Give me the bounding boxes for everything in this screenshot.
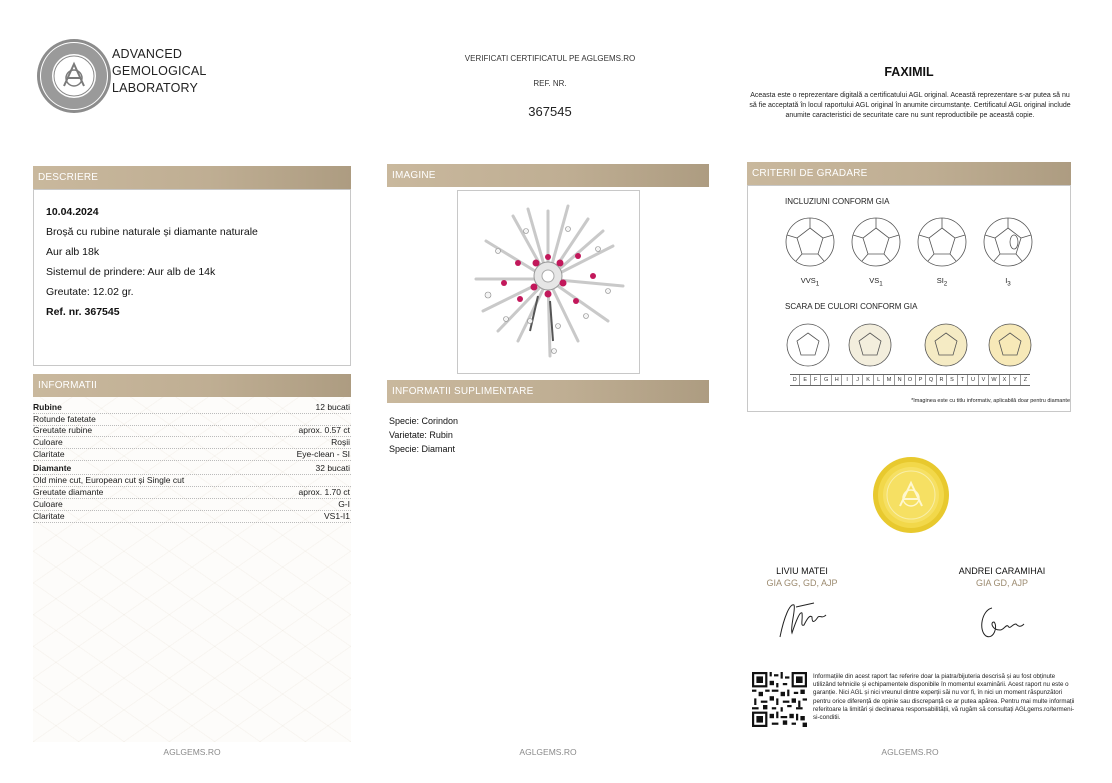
- info-row: Claritate Eye-clean - SI: [33, 449, 350, 459]
- criterii-header: CRITERII DE GRADARE: [747, 162, 1071, 185]
- color-scale-grade: Z: [1020, 375, 1030, 385]
- imagine-header: IMAGINE: [387, 164, 709, 187]
- inclusion-label: $I_3$: [1005, 276, 1011, 288]
- color-scale-grade: N: [894, 375, 904, 385]
- disclaimer-text: Informațiile din acest raport fac referire doar la piatra/bijuteria descrisă și au fost obținute utilizând tehnicile și echipamentele disponibile în momentul examinării. Acest raport nu este o garanție. Nici AGL și nici vreunul dintre experții săi nu vor fi, în nici un moment răspunzători pentru orice diferență de opinie sau discrepanță ce ar putea apărea. Pentru mai multe informații referitoare la limitări și declinarea responsabilității, vă rugăm să consultați AGLgems.ro/termeni-si-conditii.: [813, 673, 1075, 722]
- info-row: Greutate diamante aprox. 1.70 ct: [33, 487, 350, 497]
- color-scale-grade: Q: [925, 375, 935, 385]
- info-row: Diamante 32 bucati: [33, 463, 350, 473]
- signature-credentials: GIA GD, AJP: [975, 578, 1029, 588]
- color-scale-grade: R: [936, 375, 946, 385]
- color-scale-grade: O: [904, 375, 914, 385]
- footer-link[interactable]: AGLGEMS.RO: [881, 747, 939, 757]
- color-diamond-near-colorless: [849, 324, 891, 366]
- ref-label: REF. NR.: [533, 79, 567, 88]
- faximil-text: Aceasta este o reprezentare digitală a certificatului AGL original. Această reprezentare s-ar putea să nu să fie acceptată în locul raportului AGL original în anumite circumstanțe. Certificatul AGL original include anumite caracteristici de securitate care nu sunt reproductibile pe această copie.: [749, 92, 1071, 119]
- signature-name: ANDREI CARAMIHAI: [958, 566, 1046, 576]
- faximil-title: FAXIMIL: [884, 65, 934, 79]
- verify-text: VERIFICATI CERTIFICATUL PE AGLGEMS.RO: [464, 54, 636, 63]
- color-scale-grade: J: [852, 375, 862, 385]
- color-scale-grade: T: [957, 375, 967, 385]
- color-scale-title: SCARA DE CULORI CONFORM GIA: [785, 302, 918, 311]
- info-row: Old mine cut, European cut și Single cut: [33, 475, 351, 487]
- description-ref: Ref. nr. 367545: [46, 306, 120, 318]
- color-scale-grade: K: [862, 375, 872, 385]
- color-scale-grade: M: [883, 375, 893, 385]
- diamond-diagram-vs: [852, 218, 900, 266]
- info-row: Culoare G-I: [33, 499, 350, 509]
- diamond-diagram-i: [984, 218, 1032, 266]
- info-row: Rubine 12 bucati: [33, 402, 350, 412]
- inclusion-label: $VS_1$: [869, 276, 883, 288]
- logo-text: [112, 46, 207, 97]
- inclusion-label: $VVS_1$: [800, 276, 820, 288]
- suplimentare-header: INFORMATII SUPLIMENTARE: [387, 380, 709, 403]
- ref-value: 367545: [528, 104, 572, 119]
- info-row: Rotunde fatetate: [33, 414, 351, 426]
- color-scale-grade: E: [799, 375, 809, 385]
- description-line: Greutate: 12.02 gr.: [46, 286, 134, 298]
- inclusions-title: INCLUZIUNI CONFORM GIA: [785, 197, 890, 206]
- descriere-header: DESCRIERE: [33, 166, 351, 189]
- qr-code[interactable]: [752, 672, 807, 727]
- color-scale-grade: L: [873, 375, 883, 385]
- signature-credentials: GIA GG, GD, AJP: [766, 578, 838, 588]
- color-scale-grade: G: [820, 375, 830, 385]
- supplementary-line: Specie: Diamant: [389, 444, 456, 454]
- grading-note: *Imaginea este cu titlu informativ, aplicabilă doar pentru diamante: [911, 398, 1070, 404]
- inclusion-diagrams: [780, 212, 1060, 272]
- logo-line: ADVANCED: [112, 47, 183, 61]
- color-diamond-colorless: [787, 324, 829, 366]
- supplementary-line: Specie: Corindon: [389, 416, 459, 426]
- description-date: 10.04.2024: [46, 206, 99, 218]
- color-scale-bar: [790, 374, 1030, 386]
- color-scale-grade: P: [915, 375, 925, 385]
- info-row: Greutate rubine aprox. 0.57 ct: [33, 425, 350, 435]
- description-line: Aur alb 18k: [46, 246, 100, 258]
- info-row: Culoare Roșii: [33, 437, 350, 447]
- informatii-header: INFORMATII: [33, 374, 351, 397]
- logo-line: GEMOLOGICAL: [112, 64, 207, 78]
- supplementary-line: Varietate: Rubin: [389, 430, 453, 440]
- color-scale-grade: U: [967, 375, 977, 385]
- footer-link[interactable]: AGLGEMS.RO: [163, 747, 221, 757]
- product-image: [457, 190, 640, 374]
- signature-liviu-matei: [770, 597, 840, 645]
- color-scale-grade: S: [946, 375, 956, 385]
- color-scale-grade: I: [841, 375, 851, 385]
- color-scale-grade: X: [999, 375, 1009, 385]
- info-row: Claritate VS1-I1: [33, 511, 350, 521]
- color-scale-grade: V: [978, 375, 988, 385]
- description-line: Sistemul de prindere: Aur alb de 14k: [46, 266, 216, 278]
- diamond-diagram-si: [918, 218, 966, 266]
- description-line: Broșă cu rubine naturale și diamante naturale: [46, 226, 258, 238]
- gold-seal-icon: [872, 456, 950, 534]
- signature-name: LIVIU MATEI: [776, 566, 828, 576]
- color-scale-grade: D: [792, 377, 797, 383]
- color-scale-grade: F: [810, 375, 820, 385]
- descriere-panel: [33, 189, 351, 366]
- color-diamond-faint: [925, 324, 967, 366]
- brooch-image: [458, 191, 639, 373]
- diamond-diagram-vvs: [786, 218, 834, 266]
- color-scale-grade: H: [831, 375, 841, 385]
- color-diamond-light: [989, 324, 1031, 366]
- inclusion-label: $SI_2$: [936, 276, 948, 288]
- color-scale-grade: W: [988, 375, 998, 385]
- color-scale-grade: Y: [1009, 375, 1019, 385]
- agl-seal-icon: [34, 36, 114, 116]
- footer-link[interactable]: AGLGEMS.RO: [519, 747, 577, 757]
- signature-andrei-caramihai: [972, 600, 1032, 645]
- color-diagrams: [780, 320, 1060, 370]
- logo-line: LABORATORY: [112, 81, 199, 95]
